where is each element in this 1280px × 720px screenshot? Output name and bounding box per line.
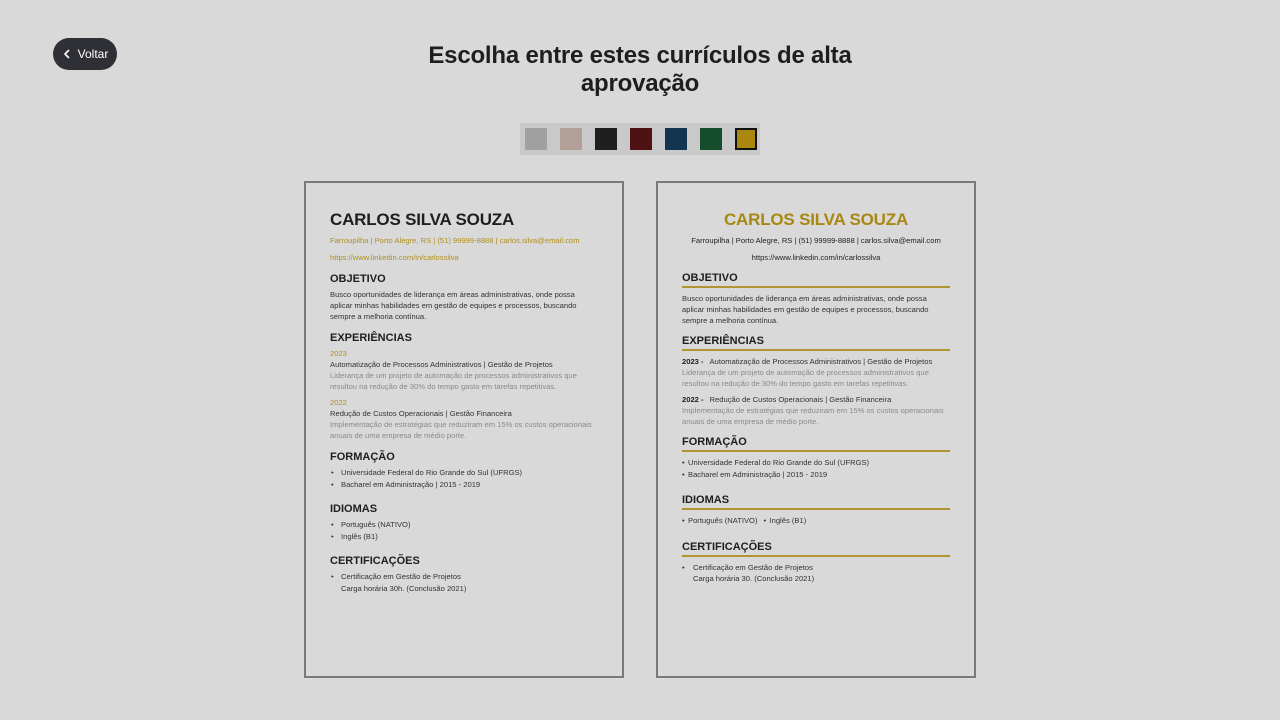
language-item: • Português (NATIVO) (330, 519, 598, 531)
color-swatch-green[interactable] (700, 128, 722, 150)
education-item: • Bacharel em Administração | 2015 - 2019 (330, 479, 598, 491)
experience-year: 2023 (330, 349, 347, 358)
section-heading: CERTIFICAÇÕES (330, 555, 420, 567)
languages-section (330, 502, 598, 542)
section-heading: OBJETIVO (330, 273, 386, 285)
education-section (682, 435, 950, 480)
language-item: • Inglês (B1) (764, 515, 807, 527)
section-heading: CERTIFICAÇÕES (682, 540, 950, 557)
objective-text: Busco oportunidades de liderança em áreas administrativas, onde possa aplicar minhas habilidades em gestão de equipes e processos, buscando sempre a melhoria contínua. (682, 294, 929, 325)
experience-item (682, 356, 950, 389)
experience-section (330, 331, 598, 441)
experience-item (682, 394, 950, 427)
experience-role: Redução de Custos Operacionais | Gestão Financeira (330, 409, 512, 418)
experience-year: 2023 - (682, 357, 704, 366)
resume-name: CARLOS SILVA SOUZA (723, 210, 909, 229)
resume-linkedin: https://www.linkedin.com/in/carlossilva (330, 253, 459, 262)
certification-detail: Carga horária 30h. (Conclusão 2021) (341, 583, 467, 593)
languages-section (682, 493, 950, 527)
section-heading: FORMAÇÃO (682, 435, 950, 452)
education-section (330, 450, 598, 490)
resume-contact: Farroupilha | Porto Alegre, RS | (51) 99999-8888 | carlos.silva@email.com (330, 236, 580, 245)
experience-item (330, 348, 598, 392)
page-title: Escolha entre estes currículos de alta aprovação (428, 42, 852, 97)
resume-contact: Farroupilha | Porto Alegre, RS | (51) 99999-8888 | carlos.silva@email.com (691, 236, 941, 245)
color-swatch-navy[interactable] (665, 128, 687, 150)
objective-text: Busco oportunidades de liderança em áreas administrativas, onde possa aplicar minhas habilidades em gestão de equipes e processos, buscando sempre a melhoria contínua. (330, 290, 577, 321)
experience-year: 2022 - (682, 395, 704, 404)
chevron-left-icon (62, 49, 72, 59)
education-item: • Universidade Federal do Rio Grande do Sul (UFRGS) (330, 467, 598, 479)
objective-section (682, 271, 950, 326)
experience-desc: Liderança de um projeto de automação de processos administrativos que resultou na redução de 30% do tempo gasto em tarefas repetitivas. (330, 371, 577, 391)
color-swatch-gray[interactable] (525, 128, 547, 150)
experience-role: Automatização de Processos Administrativos | Gestão de Projetos (330, 360, 553, 369)
experience-role: Redução de Custos Operacionais | Gestão Financeira (709, 395, 892, 404)
color-swatch-mustard[interactable] (735, 128, 757, 150)
language-item: • Português (NATIVO) (682, 515, 758, 527)
resume-linkedin: https://www.linkedin.com/in/carlossilva (751, 253, 881, 262)
back-label: Voltar (77, 47, 109, 61)
experience-item (330, 397, 598, 441)
experience-role: Automatização de Processos Administrativos | Gestão de Projetos (709, 357, 933, 366)
language-item: • Inglês (B1) (330, 531, 598, 543)
education-item: • Universidade Federal do Rio Grande do Sul (UFRGS) (682, 457, 950, 469)
certifications-section (682, 540, 950, 585)
section-heading: FORMAÇÃO (330, 451, 395, 463)
certification-detail: Carga horária 30. (Conclusão 2021) (693, 574, 815, 583)
experience-section (682, 334, 950, 427)
experience-desc: Implementação de estratégias que reduziram em 15% os custos operacionais anuais de uma empresa de médio porte. (682, 406, 944, 426)
section-heading: EXPERIÊNCIAS (330, 332, 412, 344)
color-swatch-black[interactable] (595, 128, 617, 150)
experience-desc: Liderança de um projeto de automação de processos administrativos que resultou na redução de 30% do tempo gasto em tarefas repetitivas. (682, 368, 929, 388)
back-button[interactable] (53, 38, 117, 70)
resume-template-2[interactable] (656, 181, 976, 678)
certification-item (330, 571, 598, 594)
section-heading: IDIOMAS (682, 493, 950, 510)
resume-name: CARLOS SILVA SOUZA (330, 210, 515, 229)
objective-section (330, 272, 598, 322)
education-item: • Bacharel em Administração | 2015 - 2019 (682, 469, 950, 481)
certification-item (682, 562, 950, 585)
section-heading: EXPERIÊNCIAS (682, 334, 950, 351)
experience-year: 2022 (330, 398, 347, 407)
color-swatch-wine[interactable] (630, 128, 652, 150)
experience-desc: Implementação de estratégias que reduziram em 15% os custos operacionais anuais de uma empresa de médio porte. (330, 420, 592, 440)
color-swatch-taupe[interactable] (560, 128, 582, 150)
section-heading: OBJETIVO (682, 271, 950, 288)
certifications-section (330, 554, 598, 594)
certification-title: • Certificação em Gestão de Projetos (341, 572, 461, 581)
certification-title: • Certificação em Gestão de Projetos (693, 562, 813, 572)
resume-template-1[interactable] (304, 181, 624, 678)
color-picker (520, 123, 760, 155)
section-heading: IDIOMAS (330, 503, 378, 515)
